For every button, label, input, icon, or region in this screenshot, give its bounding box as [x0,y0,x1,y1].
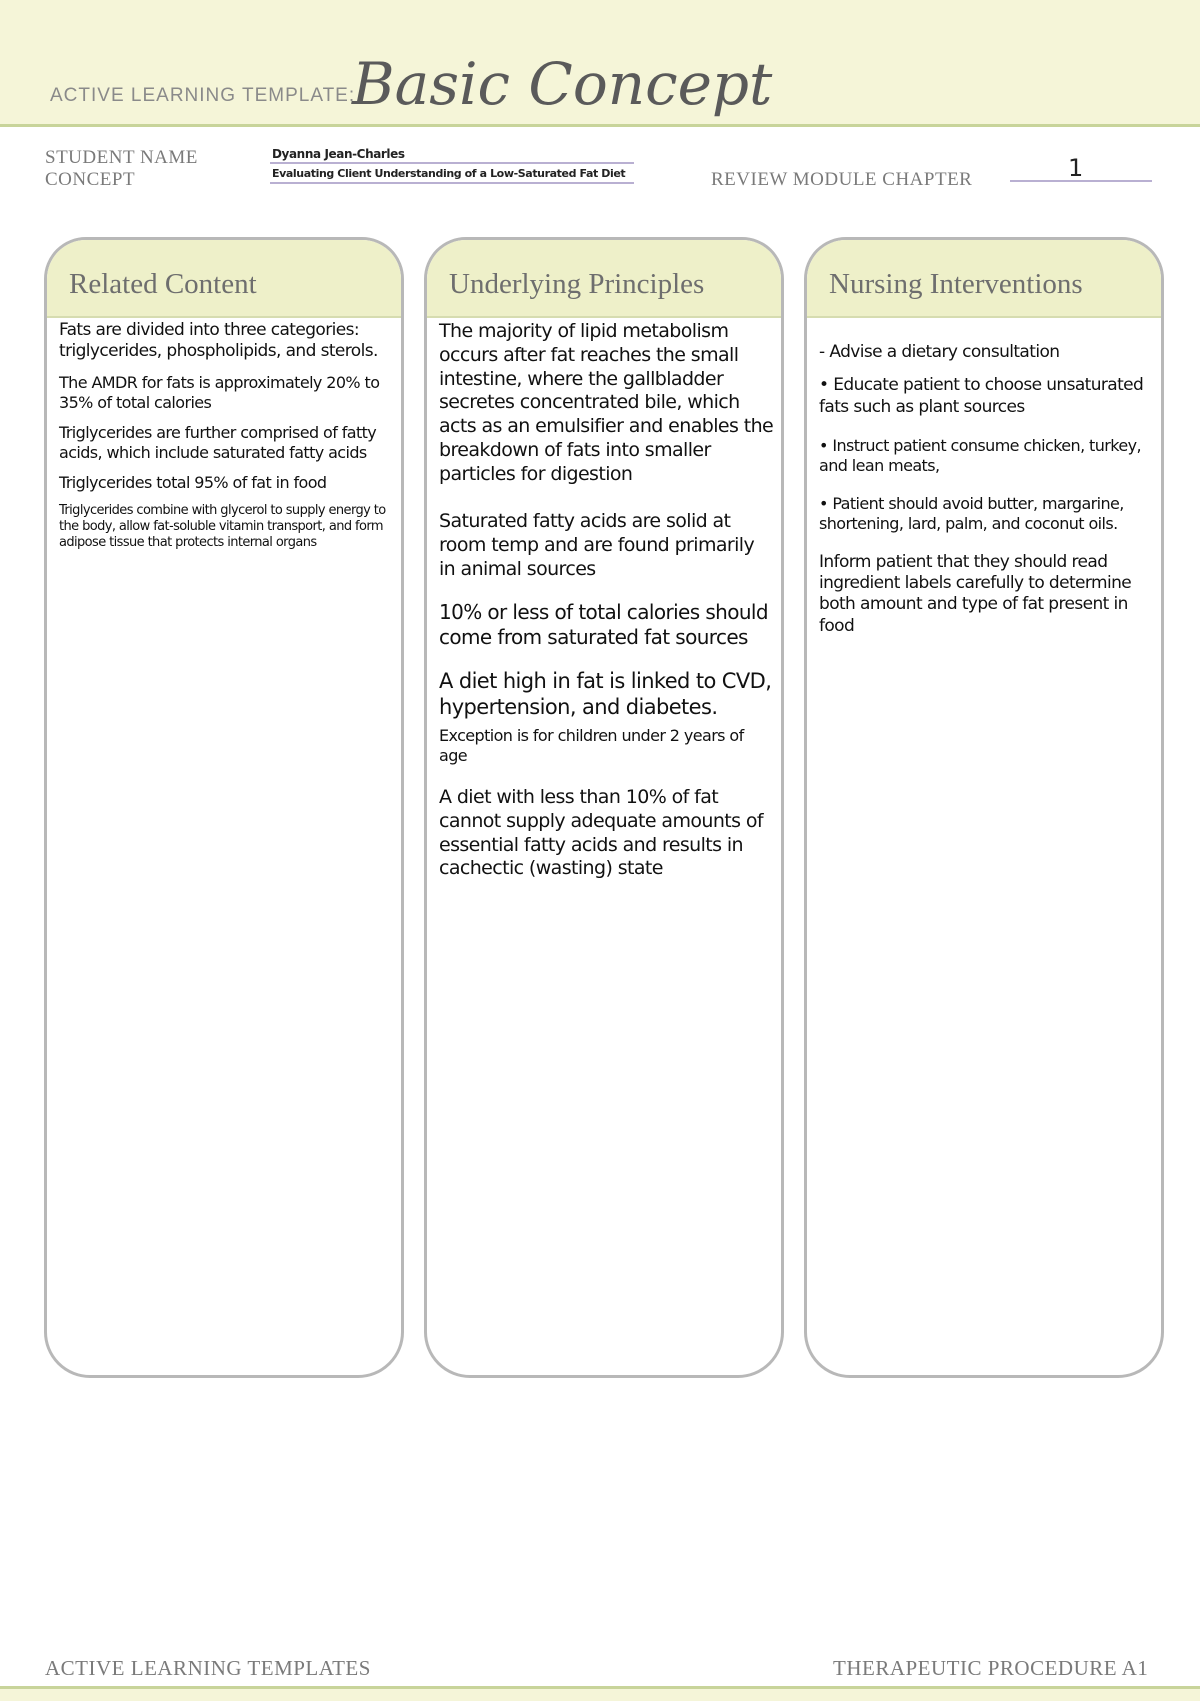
note-avoid-fats: • Patient should avoid butter, margarine, shortening, lard, palm, and coconut oils. [819,493,1124,533]
concept-value: Evaluating Client Understanding of a Low-Saturated Fat Diet [272,167,626,180]
note-unsaturated-fats: • Educate patient to choose unsaturated fats such as plant sources [819,375,1144,417]
student-name-value: Dyanna Jean-Charles [272,147,405,161]
related-content-heading: Related Content [69,268,257,300]
footer-right-label: THERAPEUTIC PROCEDURE A1 [833,1656,1149,1680]
note-read-labels: Inform patient that they should read ingredient labels carefully to determine both amount and type of fat present in food [819,551,1132,636]
nursing-interventions-notes [807,318,1161,637]
nursing-interventions-column [804,237,1164,1378]
related-content-header [47,240,401,318]
note-amdr: The AMDR for fats is approximately 20% to 35% of total calories [59,372,380,412]
underlying-principles-header [427,240,781,318]
concept-label: CONCEPT [45,169,136,190]
student-name-label: STUDENT NAME [45,147,198,168]
note-lipid-metabolism: The majority of lipid metabolism occurs after fat reaches the small intestine, where the gallbladder secretes concentrated bile, which acts as an emulsifier and enables the breakdown of fats into smaller particles for digestion [439,320,774,485]
concept-underline [270,182,634,184]
page-title: Basic Concept [352,50,773,118]
student-name-underline [270,162,634,164]
note-triglyceride-functions: Triglycerides combine with glycerol to supply energy to the body, allow fat-soluble vitamin transport, and form adipose tissue that protects internal organs [59,502,386,550]
note-saturated-fatty-acids: Saturated fatty acids are solid at room temp and are found primarily in animal sources [439,510,755,580]
underlying-principles-column [424,237,784,1378]
related-content-column [44,237,404,1378]
nursing-interventions-header [807,240,1161,318]
note-lean-meats: • Instruct patient consume chicken, turkey, and lean meats, [819,435,1141,475]
note-children-exception: Exception is for children under 2 years of age [439,726,744,765]
template-label: ACTIVE LEARNING TEMPLATE: [50,85,356,106]
note-dietary-consultation: - Advise a dietary consultation [819,342,1060,362]
related-content-notes [47,318,401,551]
footer-band [0,1686,1200,1701]
note-triglyceride-composition: Triglycerides are further comprised of fatty acids, which include saturated fatty acids [59,422,377,462]
underlying-principles-notes [427,318,781,881]
nursing-interventions-heading: Nursing Interventions [829,268,1083,300]
note-fat-categories: Fats are divided into three categories: triglycerides, phospholipids, and sterols. [59,320,378,362]
note-saturated-fat-limit: 10% or less of total calories should come from saturated fat sources [439,599,768,649]
chapter-underline [1010,180,1152,182]
review-module-label: REVIEW MODULE CHAPTER [711,169,973,190]
header-band [0,0,1200,127]
chapter-number: 1 [1068,154,1084,182]
note-high-fat-risks: A diet high in fat is linked to CVD, hypertension, and diabetes. [439,668,772,719]
note-low-fat-risks: A diet with less than 10% of fat cannot supply adequate amounts of essential fatty acids and results in cachectic (wasting) state [439,786,763,880]
footer-left-label: ACTIVE LEARNING TEMPLATES [45,1656,371,1680]
underlying-principles-heading: Underlying Principles [449,268,705,300]
note-triglyceride-percentage: Triglycerides total 95% of fat in food [59,472,327,492]
